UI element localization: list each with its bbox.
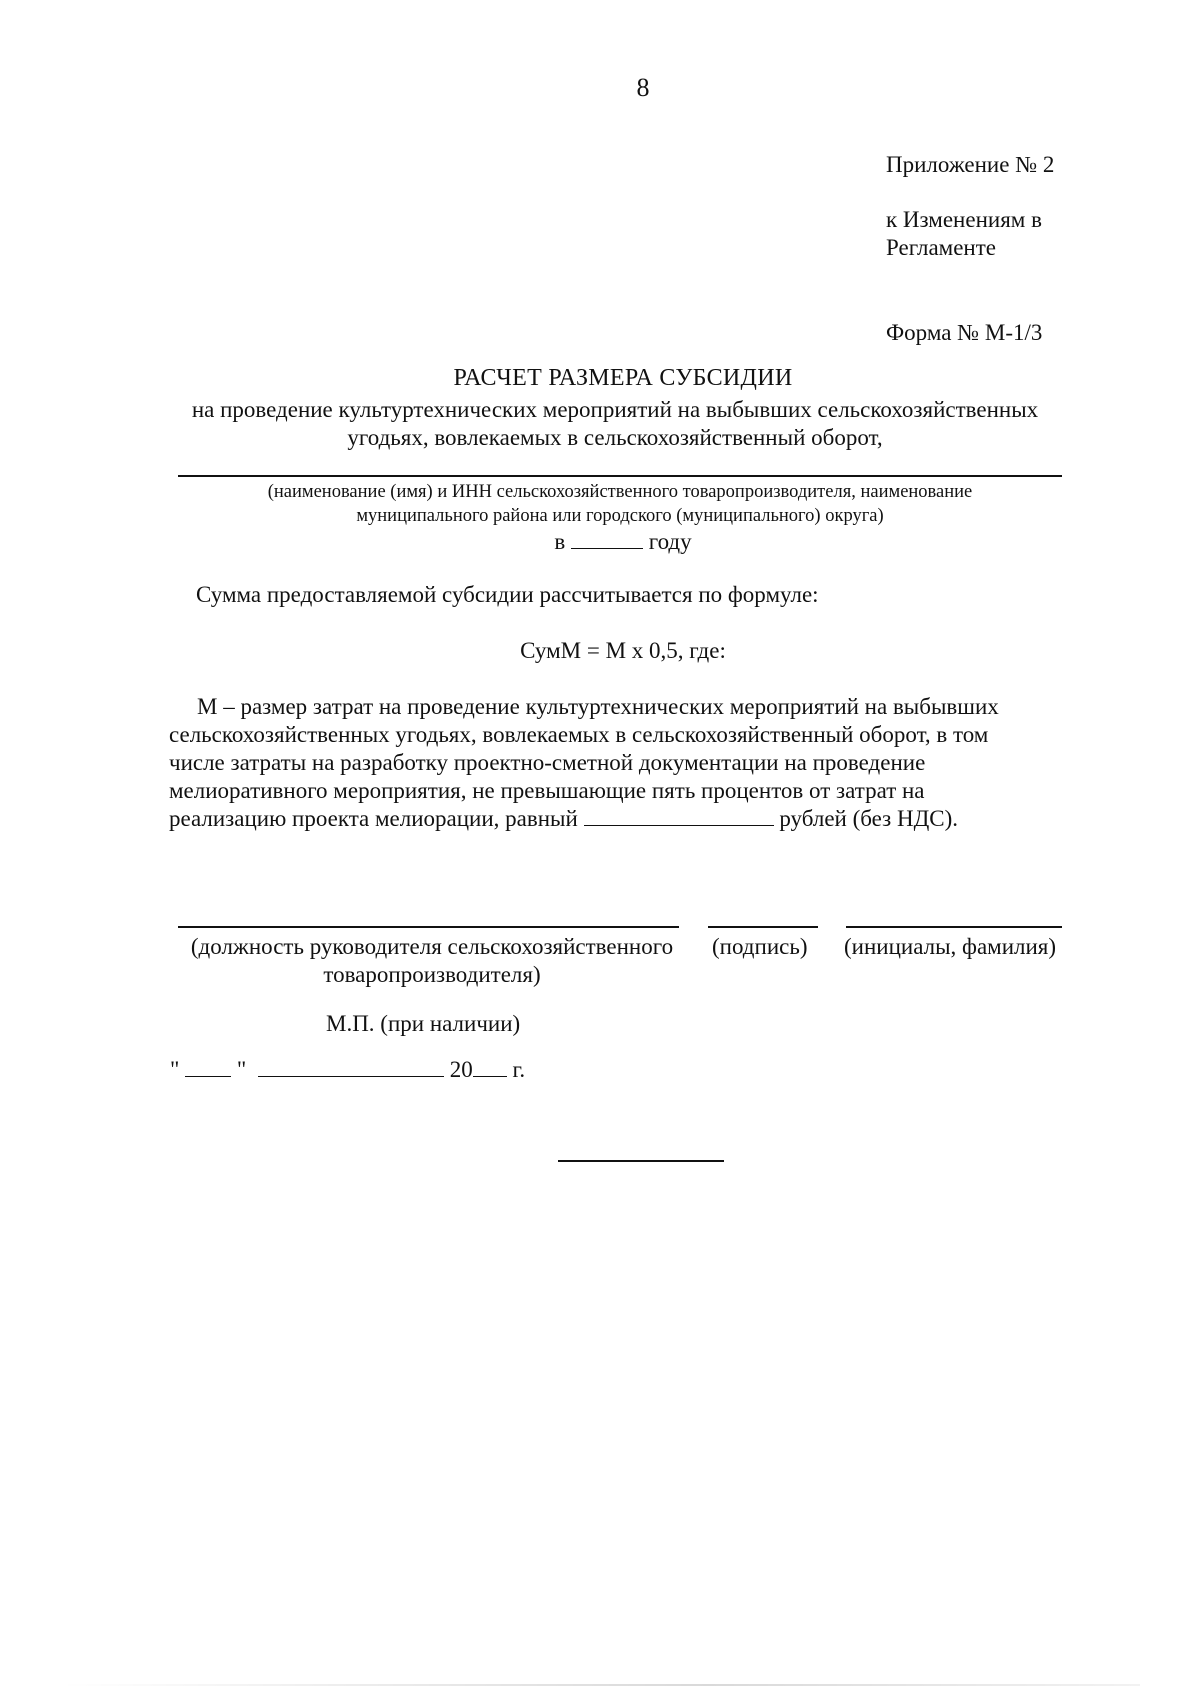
definition-line5-suffix: рублей (без НДС).	[779, 806, 959, 831]
signature-caption: (подпись)	[712, 934, 808, 959]
date-year-field[interactable]	[473, 1056, 507, 1077]
definition-line1: М – размер затрат на проведение культуртехнических мероприятий на выбывших	[197, 694, 999, 719]
date-suffix: г.	[512, 1057, 526, 1082]
applicant-caption	[170, 480, 1070, 528]
attachment-reference-line1: к Изменениям в	[886, 207, 1042, 232]
position-field[interactable]	[178, 926, 679, 928]
position-caption	[172, 933, 692, 988]
date-month-field[interactable]	[258, 1056, 444, 1077]
formula-intro: Сумма предоставляемой субсидии рассчитывается по формуле:	[196, 582, 819, 607]
position-caption-line2: товаропроизводителя)	[323, 961, 541, 987]
date-line	[170, 1056, 525, 1084]
attachment-reference	[886, 206, 1042, 262]
definition-line5	[169, 805, 1075, 833]
document-title: РАСЧЕТ РАЗМЕРА СУБСИДИИ	[453, 365, 793, 391]
definition-line5-prefix: реализацию проекта мелиорации, равный	[169, 806, 578, 831]
page-number: 8	[636, 73, 650, 102]
date-quote-open: "	[170, 1057, 180, 1082]
definition-line2: сельскохозяйственных угодьях, вовлекаемых в сельскохозяйственный оборот, в том	[169, 722, 989, 747]
date-century: 20	[449, 1057, 473, 1082]
scan-edge	[60, 1684, 1140, 1686]
date-quote-close: "	[236, 1057, 247, 1082]
formula: СумМ = М х 0,5, где:	[520, 638, 726, 663]
applicant-caption-line2: муниципального района или городского (муниципального) округа)	[356, 506, 884, 526]
position-caption-line1: (должность руководителя сельскохозяйственного	[190, 934, 674, 959]
subtitle-line2: угодьях, вовлекаемых в сельскохозяйственный оборот,	[347, 425, 883, 450]
year-prefix: в	[554, 529, 566, 554]
subtitle-line1: на проведение культуртехнических мероприятий на выбывших сельскохозяйственных	[191, 397, 1039, 422]
attachment-reference-line2: Регламенте	[886, 235, 996, 260]
definition-line4: мелиоративного мероприятия, не превышающие пять процентов от затрат на	[169, 778, 925, 803]
attachment-label: Приложение № 2	[886, 152, 1055, 177]
definition-paragraph	[169, 693, 1075, 833]
date-day-field[interactable]	[185, 1056, 231, 1077]
end-rule	[558, 1160, 724, 1162]
name-caption: (инициалы, фамилия)	[844, 934, 1057, 959]
signature-field[interactable]	[708, 926, 818, 928]
year-suffix: году	[648, 529, 692, 554]
definition-line3: числе затраты на разработку проектно-сметной документации на проведение	[169, 750, 926, 775]
name-field[interactable]	[846, 926, 1062, 928]
document-subtitle	[150, 396, 1080, 452]
cost-amount-field[interactable]	[584, 805, 774, 826]
stamp-label: М.П. (при наличии)	[326, 1011, 521, 1036]
form-number: Форма № М-1/3	[886, 320, 1043, 345]
applicant-name-field[interactable]	[178, 475, 1062, 477]
applicant-caption-line1: (наименование (имя) и ИНН сельскохозяйственного товаропроизводителя, наименование	[267, 482, 973, 502]
year-field[interactable]	[571, 528, 643, 549]
year-line	[0, 528, 1200, 556]
